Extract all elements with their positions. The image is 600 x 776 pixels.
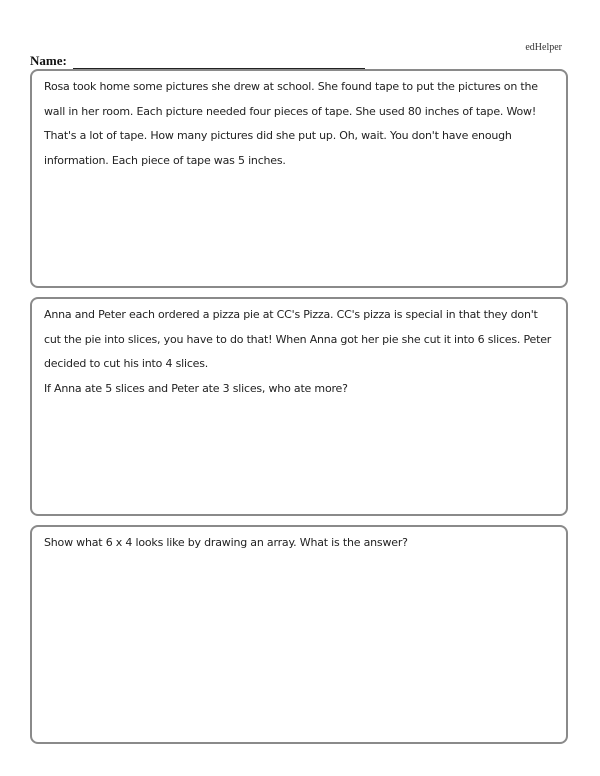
problem-box-3[interactable]	[30, 525, 568, 744]
name-input-line[interactable]	[73, 57, 365, 69]
problem-1-text: Rosa took home some pictures she drew at school. She found tape to put the pictures on the wall in her room. Each picture needed four pieces of tape. She used 80 inches of tape. Wow! That's a lot of tape. How many pictures did she put up. Oh, wait. You don't have enough information. Each piece of tape was 5 inches.	[44, 80, 538, 167]
name-label: Name:	[30, 53, 67, 68]
problem-2-text: Anna and Peter each ordered a pizza pie at CC's Pizza. CC's pizza is special in that they don't cut the pie into slices, you have to do that! When Anna got her pie she cut it into 6 slices. Peter decided to cut his into 4 slices.	[44, 308, 552, 370]
problem-box-1[interactable]	[30, 69, 568, 288]
problem-2-question: If Anna ate 5 slices and Peter ate 3 slices, who ate more?	[44, 381, 348, 395]
problem-box-2[interactable]	[30, 297, 568, 516]
problem-3-text: Show what 6 x 4 looks like by drawing an array. What is the answer?	[44, 536, 408, 549]
name-row	[30, 53, 365, 69]
brand-label: edHelper	[525, 42, 562, 53]
